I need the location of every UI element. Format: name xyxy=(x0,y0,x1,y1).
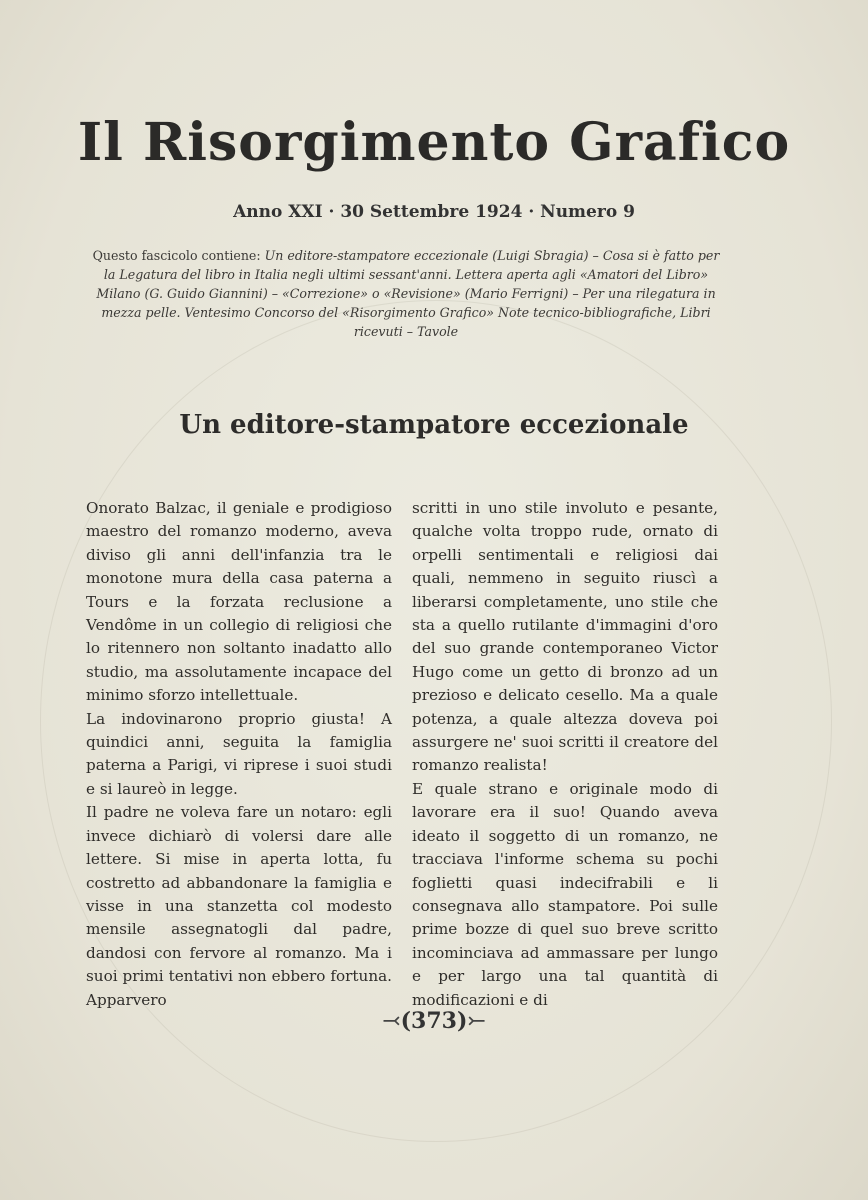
page-number-value: (373) xyxy=(400,1008,468,1034)
article-column-left xyxy=(86,497,392,1012)
article-column-right xyxy=(412,497,718,1012)
masthead: Il Risorgimento Grafico xyxy=(77,112,791,173)
paragraph: E quale strano e originale modo di lavorare era il suo! Quando aveva ideato il soggetto di un romanzo, ne tracciava l'informe schema su pochi foglietti quasi indecifrabili e li consegnava allo stampatore. Poi sulle prime bozze di quel suo breve scritto incominciava ad ammassare per lungo e per largo una tal quantità di modificazioni e di xyxy=(412,779,718,1009)
issue-line: Anno XXI · 30 Settembre 1924 · Numero 9 xyxy=(233,202,635,222)
paragraph: La indovinarono proprio giusta! A quindici anni, seguita la famiglia paterna a Parigi, vi riprese i suoi studi e si laureò in legge. xyxy=(86,709,392,798)
contents-lead: Questo fascicolo contiene: xyxy=(92,248,265,263)
paragraph: Il padre ne voleva fare un notaro: egli invece dichiarò di volersi dare alle lettere. Si mise in aperta lotta, fu costretto ad abbandonare la famiglia e visse in una stanzetta col modesto mensile assegnatogli dal padre, dandosi con fervore al romanzo. Ma i suoi primi tentativi non ebbero fortuna. Apparvero xyxy=(86,803,392,1009)
contents-items: Un editore-stampatore eccezionale (Luigi Sbragia) – Cosa si è fatto per la Legatura del libro in Italia negli ultimi sessant'anni. Lettera aperta agli «Amatori del Libro» Milano (G. Guido Giannini) – «Correzione» o «Revisione» (Mario Ferrigni) – Per una rilegatura in mezza pelle. Ventesimo Concorso del «Risorgimento Grafico» Note tecnico-bibliografiche, Libri ricevuti – Tavole xyxy=(96,248,720,339)
ornament-right-icon: ⤚ xyxy=(467,1009,486,1034)
paragraph: scritti in uno stile involuto e pesante, qualche volta troppo rude, ornato di orpelli sentimentali e religiosi dai quali, nemmeno in seguito riuscì a liberarsi completamente, uno stile che sta a quello rutilante d'immagini d'oro del suo grande contemporaneo Victor Hugo come un getto di bronzo ad un prezioso e delicato cesello. Ma a quale potenza, a quale altezza doveva poi assurgere ne' suoi scritti il creatore del romanzo realista! xyxy=(412,499,718,775)
ornament-left-icon: ⤙ xyxy=(382,1009,401,1034)
article-title: Un editore-stampatore eccezionale xyxy=(179,410,689,440)
page-number xyxy=(0,1008,868,1034)
contents-summary xyxy=(86,246,726,341)
paragraph: Onorato Balzac, il geniale e prodigioso maestro del romanzo moderno, aveva diviso gli anni dell'infanzia tra le monotone mura della casa paterna a Tours e la forzata reclusione a Vendôme in un collegio di religiosi che lo ritennero non soltanto inadatto allo studio, ma assolutamente incapace del minimo sforzo intellettuale. xyxy=(86,499,392,705)
